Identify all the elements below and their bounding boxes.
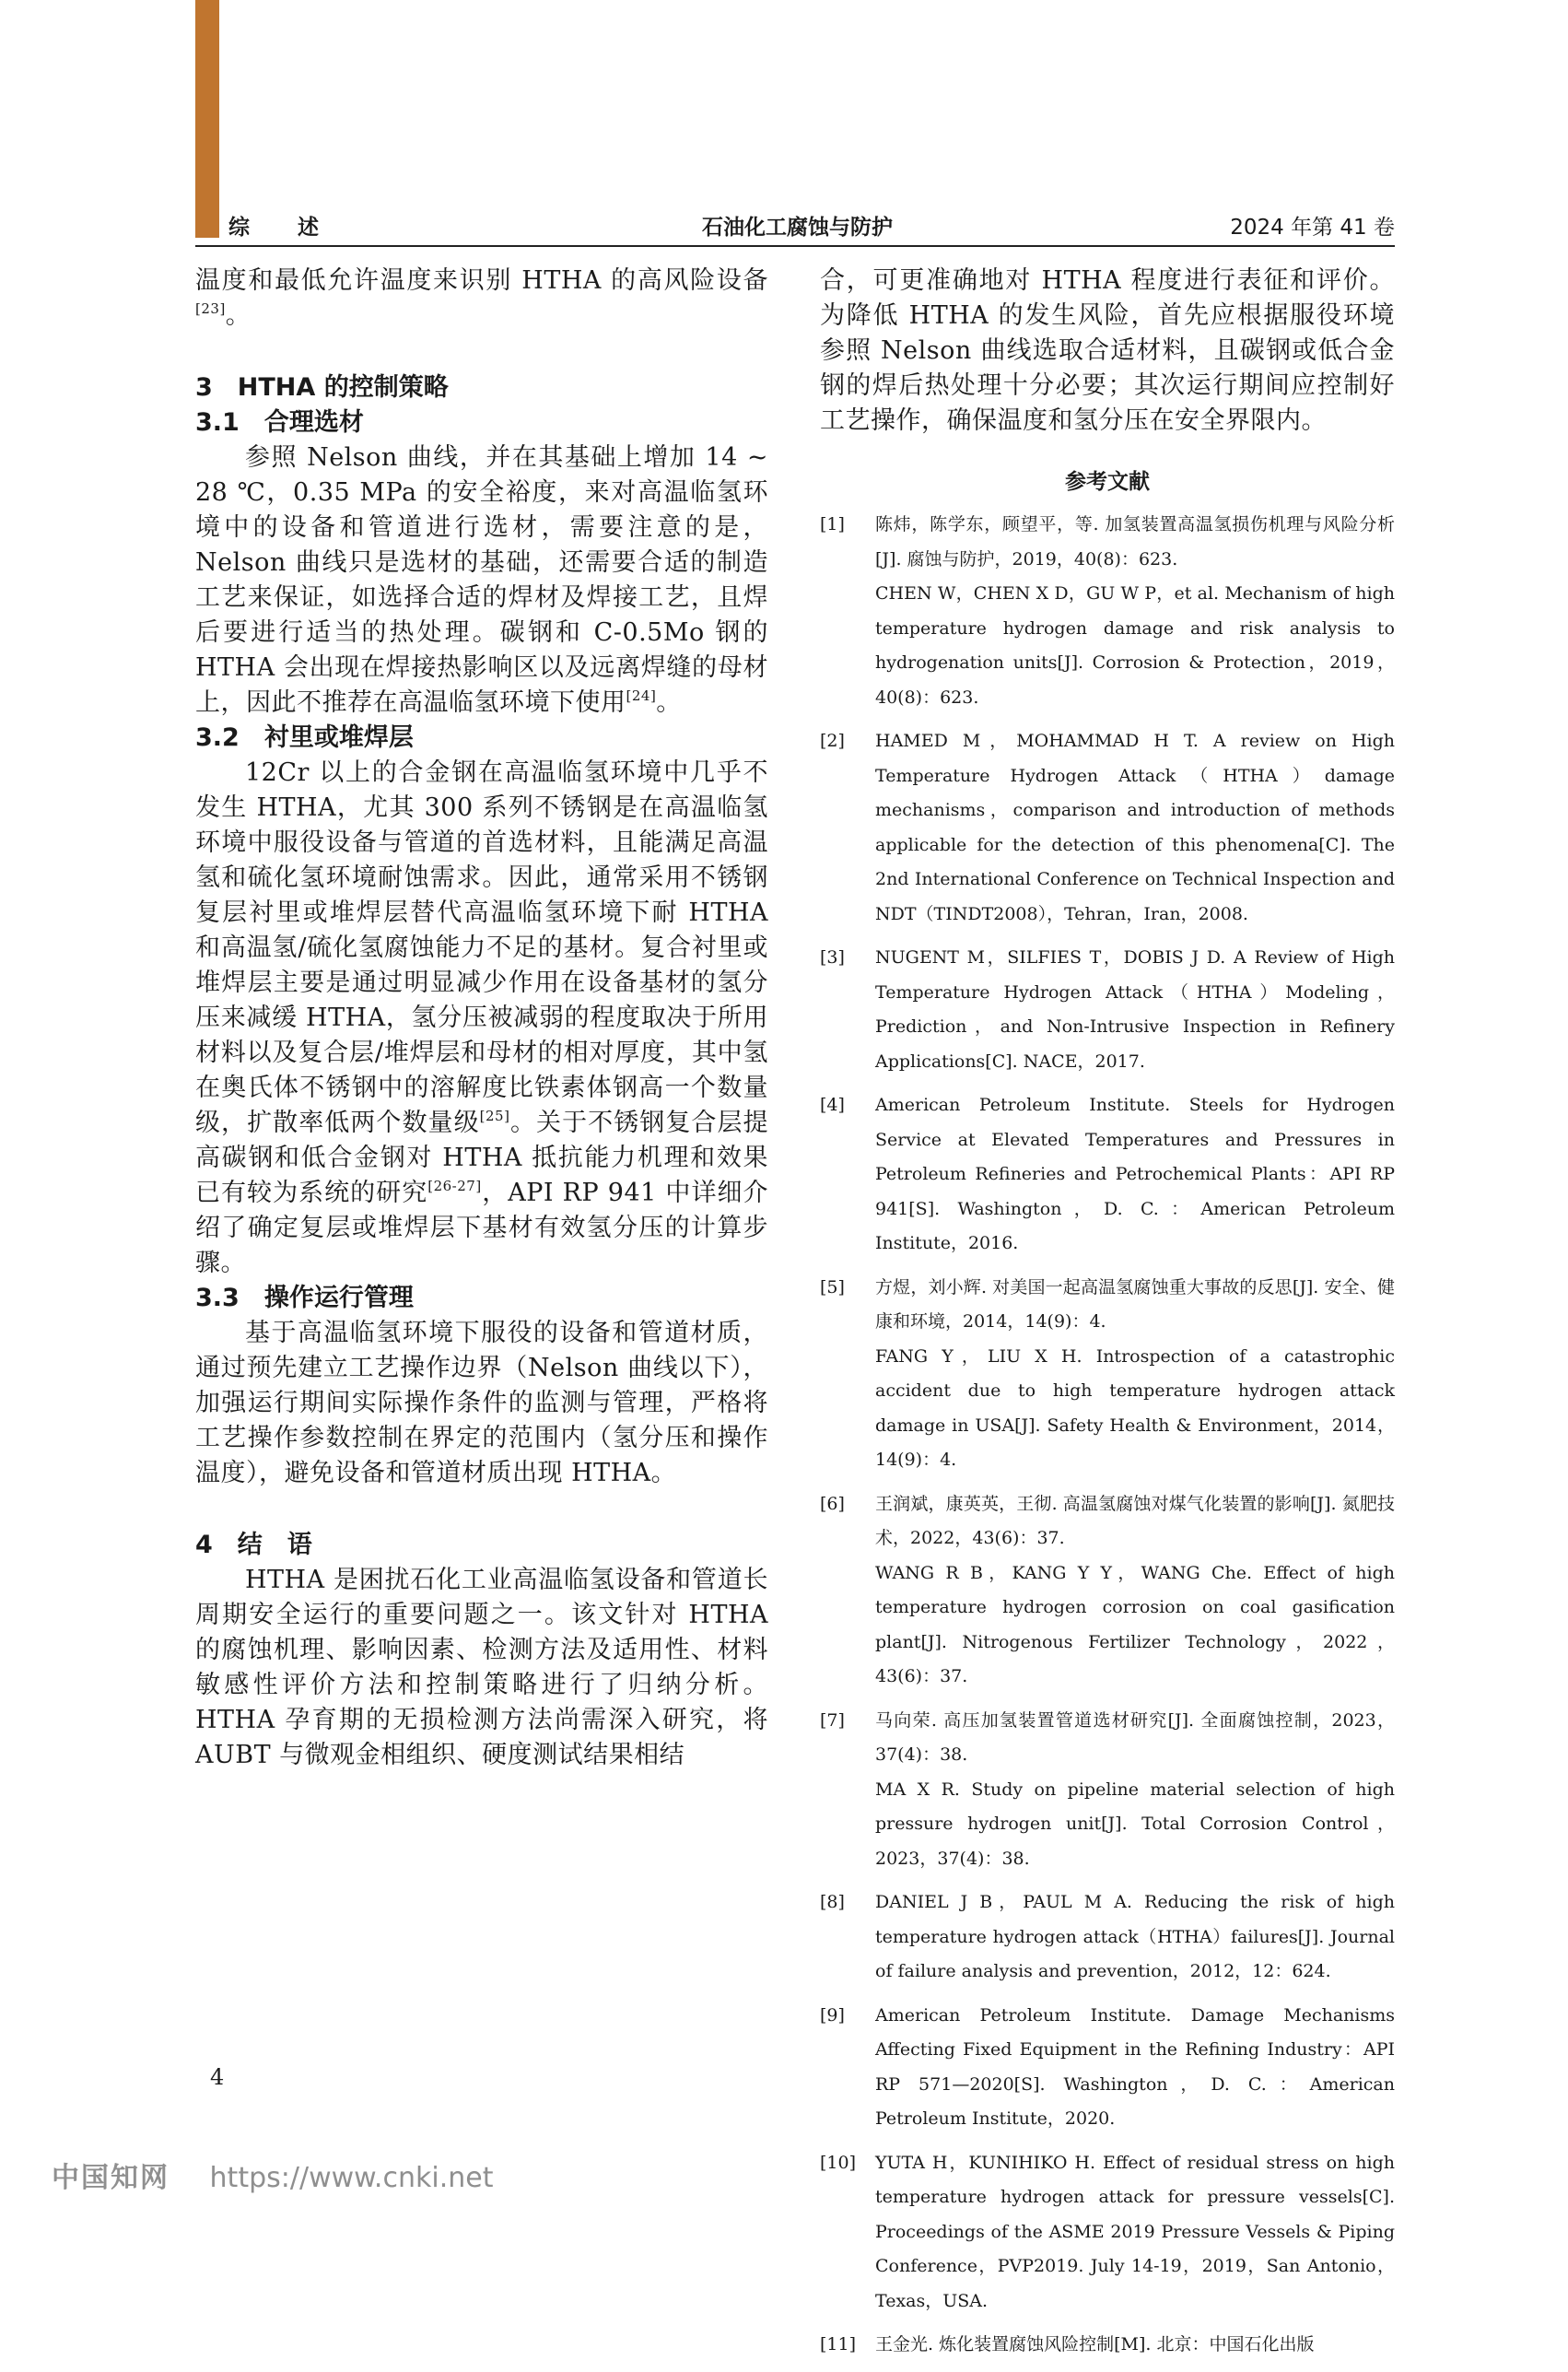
reference-text: American Petroleum Institute. Steels for Hydrogen Service at Elevated Temperatures and Pressures in Petroleum Refineries and Petrochemical Plants：API RP 941[S]. Washington，D. C.：American Petroleum Institute，2016.	[875, 1095, 1395, 1253]
reference-item	[820, 724, 1395, 932]
reference-en: WANG R B，KANG Y Y，WANG Che. Effect of high temperature hydrogen corrosion on coal gasification plant[J]. Nitrogenous Fertilizer Technology，2022，43(6)：37.	[875, 1562, 1395, 1686]
citation: [24]	[626, 687, 657, 704]
reference-text: 王金光. 炼化装置腐蚀风险控制[M]. 北京：中国石化出版	[875, 2334, 1315, 2354]
references-heading: 参考文献	[1065, 470, 1150, 494]
reference-item	[820, 1885, 1395, 1990]
reference-text: DANIEL J B，PAUL M A. Reducing the risk of high temperature hydrogen attack（HTHA）failures[J]. Journal of failure analysis and prevention，2012，12：624.	[875, 1892, 1395, 1981]
reference-cn: 方煜，刘小辉. 对美国一起高温氢腐蚀重大事故的反思[J]. 安全、健康和环境，2014，14(9)：4.	[875, 1276, 1395, 1332]
reference-number: [6]	[820, 1493, 845, 1514]
reference-en: FANG Y，LIU X H. Introspection of a catastrophic accident due to high temperature hydrogen attack damage in USA[J]. Safety Health & Environment，2014，14(9)：4.	[875, 1345, 1395, 1470]
reference-item	[820, 1271, 1395, 1478]
reference-item	[820, 941, 1395, 1079]
reference-number: [1]	[820, 514, 845, 534]
citation: [23]	[195, 300, 226, 317]
paragraph-3-1	[195, 440, 768, 721]
page-number: 4	[210, 2064, 225, 2090]
reference-text	[875, 508, 1395, 715]
reference-en: MA X R. Study on pipeline material selection of high pressure hydrogen unit[J]. Total Corrosion Control，2023，37(4)：38.	[875, 1779, 1395, 1869]
paragraph-text: 12Cr 以上的合金钢在高温临氢环境中几乎不发生 HTHA，尤其 300 系列不锈钢是在高温临氢环境中服役设备与管道的首选材料，且能满足高温氢和硫化氢环境耐蚀需求。因此，通常采用不锈钢复层衬里或堆焊层替代高温临氢环境下耐 HTHA 和高温氢/硫化氢腐蚀能力不足的基材。复合衬里或堆焊层主要是通过明显减少作用在设备基材的氢分压来减缓 HTHA，氢分压被减弱的程度取决于所用材料以及复合层/堆焊层和母材的相对厚度，其中氢在奥氏体不锈钢中的溶解度比铁素体钢高一个数量级，扩散率低两个数量级	[195, 758, 768, 1137]
reference-text	[875, 1487, 1395, 1695]
section-heading-3: 3 HTHA 的控制策略	[195, 373, 449, 402]
reference-cn: 王润斌，康英英，王彻. 高温氢腐蚀对煤气化装置的影响[J]. 氮肥技术，2022，43(6)：37.	[875, 1493, 1395, 1548]
paragraph-4: HTHA 是困扰石化工业高温临氢设备和管道长周期安全运行的重要问题之一。该文针对 HTHA 的腐蚀机理、影响因素、检测方法及适用性、材料敏感性评价方法和控制策略进行了归纳分析。HTHA 孕育期的无损检测方法尚需深入研究，将 AUBT 与微观金相组织、硬度测试结果相结	[195, 1566, 768, 1769]
section-color-bar	[195, 0, 219, 238]
header-journal-title: 石油化工腐蚀与防护	[702, 216, 893, 240]
reference-text: NUGENT M，SILFIES T，DOBIS J D. A Review of High Temperature Hydrogen Attack（HTHA）Modeling，Prediction，and Non-Intrusive Inspection in Refinery Applications[C]. NACE，2017.	[875, 947, 1395, 1072]
paragraph-text: 参照 Nelson 曲线，并在其基础上增加 14 ~ 28 ℃，0.35 MPa 的安全裕度，来对高温临氢环境中的设备和管道进行选材，需要注意的是，Nelson 曲线只是选材的基础，还需要合适的制造工艺来保证，如选择合适的焊材及焊接工艺，且焊后要进行适当的热处理。碳钢和 C-0.5Mo 钢的 HTHA 会出现在焊接热影响区以及远离焊缝的母材上，因此不推荐在高温临氢环境下使用	[195, 443, 768, 717]
paragraph-text: 温度和最低允许温度来识别 HTHA 的高风险设备	[195, 266, 768, 295]
reference-number: [8]	[820, 1892, 845, 1912]
watermark-url: https://www.cnki.net	[209, 2162, 494, 2194]
reference-number: [7]	[820, 1709, 845, 1731]
citation: [26-27]	[427, 1178, 482, 1194]
reference-text: YUTA H，KUNIHIKO H. Effect of residual stress on high temperature hydrogen attack for pressure vessels[C]. Proceedings of the ASME 2019 Pressure Vessels & Piping Conference，PVP2019. July 14-19，2019，San Antonio，Texas，USA.	[875, 2152, 1395, 2311]
reference-number: [2]	[820, 731, 845, 751]
paragraph-text: 。	[656, 688, 682, 717]
paragraph-text: 。	[225, 301, 252, 330]
reference-text: American Petroleum Institute. Damage Mechanisms Affecting Fixed Equipment in the Refining Industry：API RP 571—2020[S]. Washington，D. C.：American Petroleum Institute，2020.	[875, 2004, 1395, 2129]
paragraph-3-3: 基于高温临氢环境下服役的设备和管道材质，通过预先建立工艺操作边界（Nelson 曲线以下），加强运行期间实际操作条件的监测与管理，严格将工艺操作参数控制在界定的范围内（氢分压和操作温度），避免设备和管道材质出现 HTHA。	[195, 1319, 768, 1487]
section-heading-3-1: 3.1 合理选材	[195, 408, 364, 437]
reference-number: [10]	[820, 2152, 857, 2173]
section-heading-3-3: 3.3 操作运行管理	[195, 1284, 414, 1312]
reference-number: [4]	[820, 1095, 845, 1115]
reference-number: [5]	[820, 1276, 845, 1298]
reference-item	[820, 2146, 1395, 2319]
running-header	[195, 210, 1395, 243]
paragraph-continued	[195, 264, 768, 334]
section-heading-3-2: 3.2 衬里或堆焊层	[195, 723, 414, 752]
reference-cn: 陈炜，陈学东，顾望平，等. 加氢装置高温氢损伤机理与风险分析[J]. 腐蚀与防护，2019，40(8)：623.	[875, 514, 1395, 570]
reference-en: CHEN W，CHEN X D，GU W P，et al. Mechanism of high temperature hydrogen damage and risk analysis to hydrogenation units[J]. Corrosion & Protection，2019，40(8)：623.	[875, 583, 1395, 708]
reference-item	[820, 1999, 1395, 2137]
left-column	[195, 264, 768, 1773]
paragraph-text: ，API RP 941 中详细介绍了确定复层或堆焊层下基材有效氢分压的计算步骤。	[195, 1179, 769, 1277]
reference-item	[820, 508, 1395, 715]
cnki-watermark	[52, 2155, 493, 2195]
reference-number: [9]	[820, 2004, 845, 2026]
reference-text	[875, 1271, 1395, 1478]
paragraph-text: 。关于不锈钢复合层提高碳钢和低合金钢对 HTHA 抵抗能力机理和效果已有较为系统的研究	[195, 1109, 769, 1207]
citation: [25]	[479, 1108, 510, 1124]
reference-item	[820, 1487, 1395, 1695]
reference-item	[820, 1088, 1395, 1262]
paragraph-3-2	[195, 756, 768, 1281]
reference-text	[875, 1704, 1395, 1877]
header-divider	[195, 245, 1395, 247]
right-column	[820, 264, 1395, 2372]
reference-list	[820, 508, 1395, 2363]
watermark-brand: 中国知网	[52, 2162, 170, 2194]
reference-number: [3]	[820, 947, 845, 968]
reference-item	[820, 2328, 1395, 2363]
reference-cn: 马向荣. 高压加氢装置管道选材研究[J]. 全面腐蚀控制，2023，37(4)：38.	[875, 1709, 1395, 1765]
reference-number: [11]	[820, 2334, 857, 2354]
reference-text: HAMED M，MOHAMMAD H T. A review on High Temperature Hydrogen Attack（HTHA）damage mechanisms，comparison and introduction of methods applicable for the detection of this phenomena[C]. The 2nd International Conference on Technical Inspection and NDT（TINDT2008），Tehran，Iran，2008.	[875, 731, 1395, 924]
header-issue: 2024 年第 41 卷	[1230, 216, 1395, 240]
header-section: 综述	[228, 216, 367, 240]
reference-item	[820, 1704, 1395, 1877]
section-heading-4: 4 结 语	[195, 1531, 312, 1559]
paragraph-conclusion-continued: 合，可更准确地对 HTHA 程度进行表征和评价。为降低 HTHA 的发生风险，首先应根据服役环境参照 Nelson 曲线选取合适材料，且碳钢或低合金钢的焊后热处理十分必要；其次运行期间应控制好工艺操作，确保温度和氢分压在安全界限内。	[820, 266, 1395, 435]
